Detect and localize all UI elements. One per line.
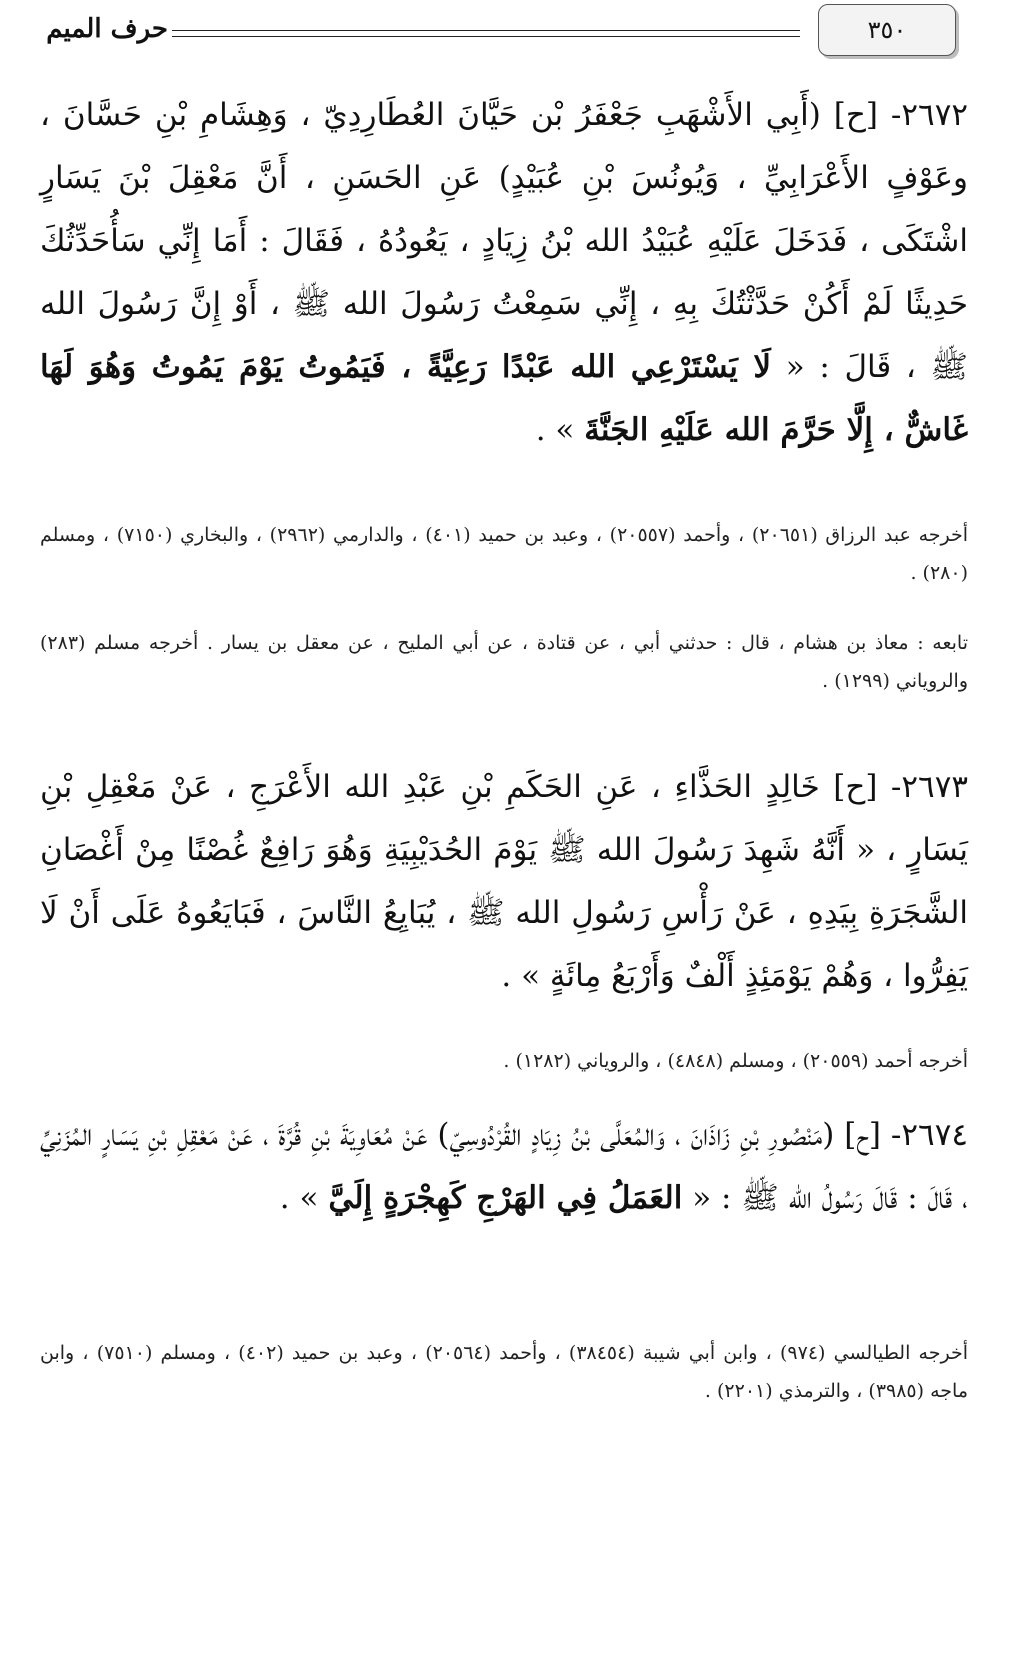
hadith-2672	[40, 84, 968, 462]
takhrij-2672-1: أخرجه عبد الرزاق (٢٠٦٥١) ، وأحمد (٢٠٥٥٧) ، وعبد بن حميد (٤٠١) ، والدارمي (٢٩٦٢) ، والبخاري (٧١٥٠) ، ومسلم (٢٨٠) .	[40, 524, 969, 584]
hadith-number: ٢٦٧٤	[901, 1117, 968, 1153]
hadith-matn-bold: لَا يَسْتَرْعِي الله عَبْدًا رَعِيَّةً ، فَيَمُوتُ يَوْمَ يَمُوتُ وَهُوَ لَهَا غَاشٌّ ، إِلَّا حَرَّمَ الله عَلَيْهِ الجَنَّةَ	[40, 349, 968, 448]
hadith-number: ٢٦٧٢	[901, 97, 968, 133]
hadith-matn-bold: العَمَلُ فِي الهَرْجِ كَهِجْرَةٍ إِلَيَّ	[328, 1180, 683, 1216]
hadith-text-end: » .	[535, 412, 575, 448]
hadith-2673	[40, 756, 968, 1008]
hadith-2674	[40, 1104, 968, 1230]
hadith-text: - [ح] خَالِدٍ الحَذَّاءِ ، عَنِ الحَكَمِ بْنِ عَبْدِ الله الأَعْرَجِ ، عَنْ مَعْقِلِ بْنِ يَسَارٍ ، « أَنَّهُ شَهِدَ رَسُولَ الله ﷺ يَوْمَ الحُدَيْبِيَةِ وَهُوَ رَافِعٌ غُصْنًا مِنْ أَغْصَانِ الشَّجَرَةِ بِيَدِهِ ، عَنْ رَأْسِ رَسُولِ الله ﷺ ، يُبَايِعُ النَّاسَ ، فَبَايَعُوهُ عَلَى أَنْ لَا يَفِرُّوا ، وَهُمْ يَوْمَئِذٍ أَلْفٌ وَأَرْبَعُ مِائَةٍ » .	[40, 769, 968, 994]
header-rule-top	[172, 30, 800, 31]
hadith-text: - [ح] (أَبِي الأَشْهَبِ جَعْفَرُ بْن حَيَّانَ العُطَارِدِيّ ، وَهِشَامِ بْنِ حَسَّانَ ، وعَوْفٍ الأَعْرَابِيِّ ، وَيُونُسَ بْنِ عُبَيْدٍ) عَنِ الحَسَنِ ، أَنَّ مَعْقِلَ بْنَ يَسَارٍ اشْتَكَى ، فَدَخَلَ عَلَيْهِ عُبَيْدُ الله بْنُ زِيَادٍ ، يَعُودُهُ ، فَقَالَ : أَمَا إِنِّي سَأُحَدِّثُكَ حَدِيثًا لَمْ أَكُنْ حَدَّثْتُكَ بِهِ ، إِنِّي سَمِعْتُ رَسُولَ الله ﷺ ، أَوْ إِنَّ رَسُولَ الله ﷺ ، قَالَ : «	[40, 97, 968, 385]
takhrij-2673: أخرجه أحمد (٢٠٥٥٩) ، ومسلم (٤٨٤٨) ، والروياني (١٢٨٢) .	[503, 1050, 968, 1072]
hadith-text: - [ح] (مَنْصُورِ بْنِ زَاذَانَ ، وَالمُعَلَّى بْنُ زِيَادٍ القُرْدُوسِيّ) عَنْ مُعَاوِيَةَ بْنِ قُرَّةَ ، عَنْ مَعْقِلِ بْنِ يَسَارٍ المُزَنِيِّ ، قَالَ : قَالَ رَسُولُ الله ﷺ : «	[40, 1117, 968, 1216]
hadith-text-end: » .	[279, 1180, 319, 1216]
section-title: حرف الميم	[46, 14, 168, 44]
hadith-number: ٢٦٧٣	[901, 769, 968, 805]
page-number-box	[818, 4, 956, 56]
page-number: ٣٥٠	[867, 16, 907, 44]
takhrij-2674: أخرجه الطيالسي (٩٧٤) ، وابن أبي شيبة (٣٨٤٥٤) ، وأحمد (٢٠٥٦٤) ، وعبد بن حميد (٤٠٢) ، ومسلم (٧٥١٠) ، وابن ماجه (٣٩٨٥) ، والترمذي (٢٢٠١) .	[40, 1342, 968, 1402]
takhrij-2672-2: تابعه : معاذ بن هشام ، قال : حدثني أبي ، عن قتادة ، عن أبي المليح ، عن معقل بن يسار . أخرجه مسلم (٢٨٣) والروياني (١٢٩٩) .	[40, 632, 968, 692]
header-rule-bottom	[172, 36, 800, 37]
